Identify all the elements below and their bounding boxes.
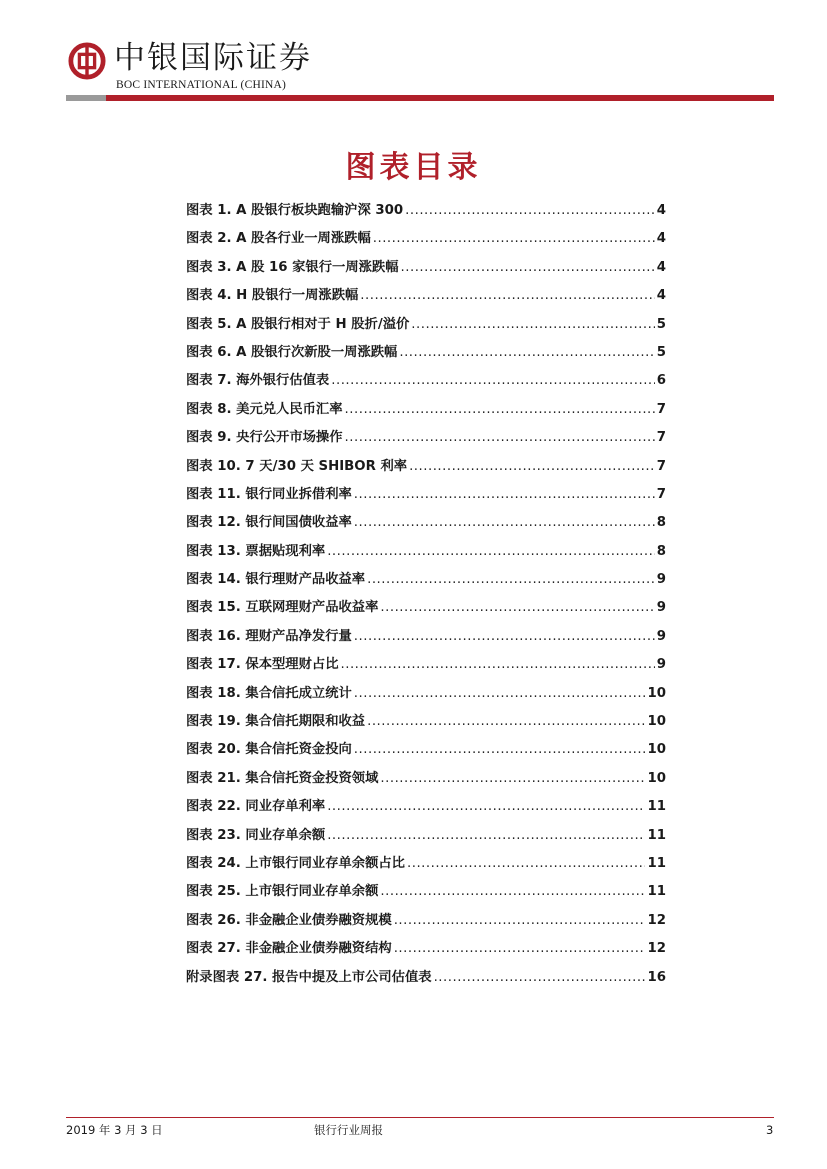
toc-entry-page: 4 [656,231,666,247]
toc-entry[interactable] [186,937,666,965]
toc-entry-label: 图表 9. 央行公开市场操作 [186,430,343,446]
toc-entry[interactable] [186,824,666,852]
toc-leader-dots [367,572,655,587]
toc-entry-page: 11 [647,884,666,900]
toc-entry-page: 10 [647,685,666,701]
toc-leader-dots [409,459,655,474]
toc-entry[interactable] [186,256,666,284]
toc-entry-label: 图表 27. 非金融企业债券融资结构 [186,941,392,957]
toc-entry-label: 图表 8. 美元兑人民币汇率 [186,401,343,417]
brand-name-en: BOC INTERNATIONAL (CHINA) [116,79,287,91]
toc-entry-label: 图表 16. 理财产品净发行量 [186,628,352,644]
toc-entry-page: 12 [647,941,666,957]
toc-entry[interactable] [186,653,666,681]
toc-entry-label: 图表 23. 同业存单余额 [186,827,326,843]
toc-entry-label: 图表 17. 保本型理财占比 [186,657,339,673]
toc-entry-page: 6 [656,373,666,389]
toc-entry[interactable] [186,738,666,766]
footer-divider [66,1117,774,1118]
toc-entry-page: 7 [656,458,666,474]
toc-leader-dots [354,686,646,701]
toc-leader-dots [434,970,646,985]
toc-leader-dots [354,515,655,530]
toc-entry-page: 4 [656,259,666,275]
toc-leader-dots [345,402,655,417]
toc-entry-label: 图表 21. 集合信托资金投资领域 [186,770,379,786]
toc-leader-dots [327,799,645,814]
toc-leader-dots [327,544,655,559]
toc-entry-page: 9 [656,628,666,644]
toc-entry-label: 图表 22. 同业存单利率 [186,799,326,815]
toc-leader-dots [380,771,645,786]
footer-date: 2019 年 3 月 3 日 [66,1123,163,1137]
footer-report-type: 银行行业周报 [314,1123,383,1137]
toc-entry-page: 7 [656,486,666,502]
toc-entry[interactable] [186,199,666,227]
toc-entry-page: 9 [656,600,666,616]
toc-entry-label: 图表 20. 集合信托资金投向 [186,742,352,758]
toc-entry-label: 图表 6. A 股银行次新股一周涨跌幅 [186,344,398,360]
toc-entry[interactable] [186,682,666,710]
toc-leader-dots [411,317,654,332]
toc-leader-dots [401,260,655,275]
toc-entry[interactable] [186,483,666,511]
toc-leader-dots [407,856,646,871]
toc-entry-page: 4 [656,288,666,304]
toc-entry-page: 11 [647,799,666,815]
toc-entry[interactable] [186,455,666,483]
footer-page-number: 3 [766,1123,774,1137]
toc-entry-page: 8 [656,543,666,559]
toc-leader-dots [327,828,645,843]
toc-entry[interactable] [186,710,666,738]
toc-leader-dots [367,714,645,729]
toc-leader-dots [360,288,654,303]
toc-entry-page: 8 [656,515,666,531]
toc-entry-label: 图表 14. 银行理财产品收益率 [186,572,366,588]
toc-entry-page: 9 [656,657,666,673]
header-bar-red [106,95,774,101]
toc-entry-page: 5 [656,316,666,332]
boc-logo-icon [68,42,106,80]
toc-entry[interactable] [186,795,666,823]
toc-entry[interactable] [186,625,666,653]
toc-entry[interactable] [186,398,666,426]
toc-entry-label: 附录图表 27. 报告中提及上市公司估值表 [186,969,432,985]
toc-leader-dots [345,430,655,445]
toc-entry-label: 图表 1. A 股银行板块跑输沪深 300 [186,203,404,218]
toc-leader-dots [354,742,646,757]
toc-entry-page: 12 [647,912,666,928]
toc-entry-label: 图表 10. 7 天/30 天 SHIBOR 利率 [186,458,408,474]
toc-entry-label: 图表 24. 上市银行同业存单余额占比 [186,855,405,871]
toc-entry-page: 11 [647,855,666,871]
toc-entry-page: 10 [647,770,666,786]
toc-entry[interactable] [186,596,666,624]
toc-entry-page: 5 [656,344,666,360]
toc-entry-page: 7 [656,430,666,446]
toc-entry-label: 图表 13. 票据贴现利率 [186,543,326,559]
toc-entry[interactable] [186,284,666,312]
toc-leader-dots [331,373,655,388]
toc-entry[interactable] [186,511,666,539]
toc-entry[interactable] [186,767,666,795]
toc-entry-label: 图表 3. A 股 16 家银行一周涨跌幅 [186,259,399,275]
toc-entry-page: 9 [656,572,666,588]
toc-entry-label: 图表 25. 上市银行同业存单余额 [186,884,379,900]
brand-name-cn: 中银国际证券 [114,40,312,76]
toc-entry-page: 10 [647,714,666,730]
toc-entry[interactable] [186,341,666,369]
toc-entry[interactable] [186,313,666,341]
toc-entry-label: 图表 12. 银行间国债收益率 [186,515,352,531]
toc-entry[interactable] [186,426,666,454]
toc-leader-dots [380,884,645,899]
toc-entry-label: 图表 5. A 股银行相对于 H 股折/溢价 [186,316,410,332]
toc-entry-page: 7 [656,401,666,417]
page-title: 图表目录 [345,150,482,185]
toc-leader-dots [399,345,654,360]
toc-entry-label: 图表 15. 互联网理财产品收益率 [186,600,379,616]
toc-entry-label: 图表 19. 集合信托期限和收益 [186,714,366,730]
toc-leader-dots [405,203,655,218]
toc-leader-dots [354,629,655,644]
toc-leader-dots [341,657,655,672]
toc-leader-dots [380,600,654,615]
toc-entry[interactable] [186,966,666,994]
toc-entry-label: 图表 18. 集合信托成立统计 [186,685,352,701]
toc-entry-page: 4 [656,203,666,218]
toc-entry-page: 16 [647,969,666,985]
toc-entry-page: 10 [647,742,666,758]
toc-entry-label: 图表 2. A 股各行业一周涨跌幅 [186,231,371,247]
toc-entry[interactable] [186,568,666,596]
toc-entry-page: 11 [647,827,666,843]
toc-entry[interactable] [186,852,666,880]
toc-entry-label: 图表 4. H 股银行一周涨跌幅 [186,288,359,304]
toc-entry[interactable] [186,369,666,397]
header-bar-gray [66,95,106,101]
toc-entry[interactable] [186,227,666,255]
toc-leader-dots [394,941,646,956]
table-of-figures [186,199,666,994]
toc-leader-dots [373,231,655,246]
toc-leader-dots [394,913,646,928]
toc-entry-label: 图表 11. 银行同业拆借利率 [186,486,352,502]
toc-entry[interactable] [186,880,666,908]
toc-leader-dots [354,487,655,502]
toc-entry-label: 图表 26. 非金融企业债券融资规模 [186,912,392,928]
toc-entry[interactable] [186,540,666,568]
toc-entry-label: 图表 7. 海外银行估值表 [186,373,330,389]
toc-entry[interactable] [186,909,666,937]
